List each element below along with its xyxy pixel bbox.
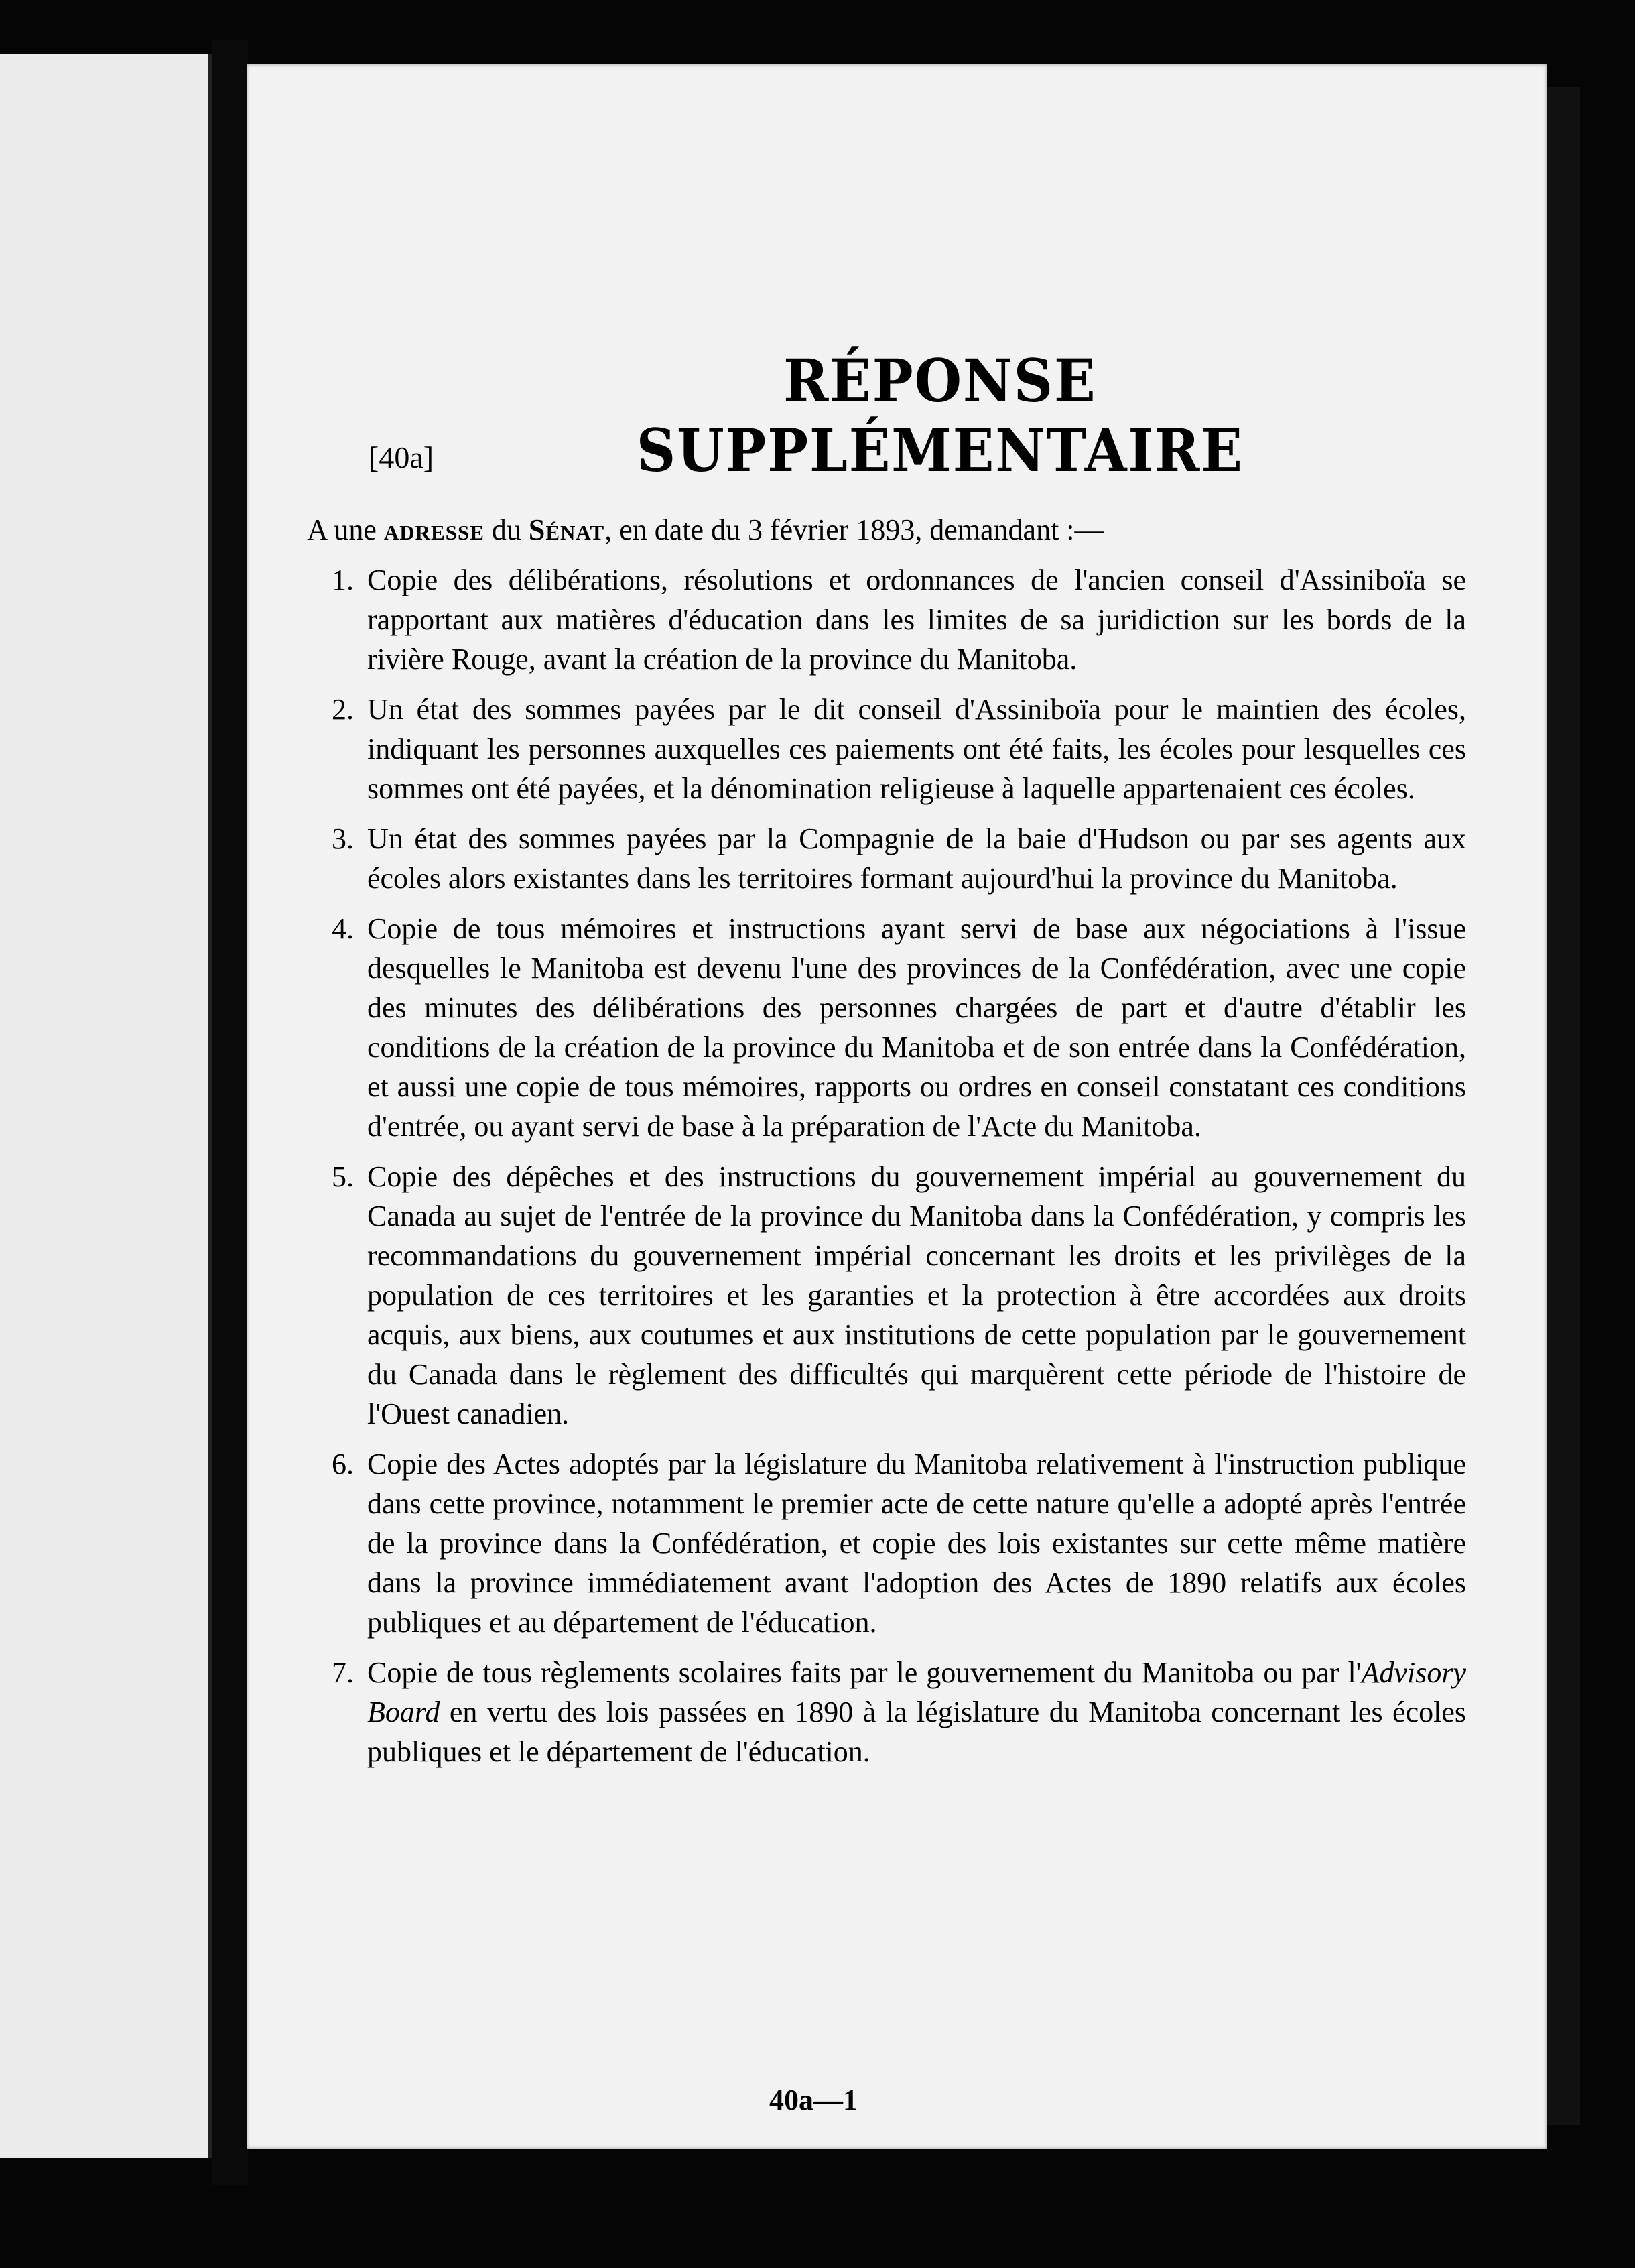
item-number: 1. (332, 564, 354, 596)
item-text: Copie des Actes adoptés par la législature du Manitoba relativement à l'instruction publique dans cette province, notamment le premier acte de cette nature qu'elle a adopté après l'entrée de la province dans la Confédération, et copie des lois existantes sur cette même matière dans la province immédiatement avant l'adoption des Actes de 1890 relatifs aux écoles publiques et au département de l'éducation. (367, 1448, 1466, 1639)
item-number: 7. (332, 1656, 354, 1689)
document-page (247, 64, 1547, 2149)
intro-line (307, 508, 1473, 552)
list-item (300, 690, 1466, 808)
request-list (300, 560, 1466, 1782)
intro-rest: , en date du 3 février 1893, demandant :— (604, 513, 1104, 546)
page-edge-shadow (1547, 87, 1580, 2125)
item-number: 3. (332, 822, 354, 855)
item-number: 2. (332, 693, 354, 726)
item-number: 6. (332, 1448, 354, 1480)
list-item (300, 1444, 1466, 1642)
intro-prefix: A une (307, 513, 377, 546)
list-item (300, 1157, 1466, 1434)
list-item (300, 909, 1466, 1146)
item-number: 4. (332, 912, 354, 945)
item-text: Un état des sommes payées par la Compagnie de la baie d'Hudson ou par ses agents aux écoles alors existantes dans les territoires formant aujourd'hui la province du Manitoba. (367, 822, 1466, 895)
page-title: RÉPONSE SUPPLÉMENTAIRE (636, 346, 1244, 485)
intro-du: du (491, 513, 521, 546)
intro-adresse: adresse (383, 513, 484, 546)
item-number: 5. (332, 1160, 354, 1193)
intro-senat: Sénat (528, 513, 605, 546)
list-item (300, 1653, 1466, 1771)
document-reference: [40a] (369, 440, 434, 475)
item-text-italic: Advisory Board (367, 1656, 1466, 1728)
item-text-after: en vertu des lois passées en 1890 à la législature du Manitoba concernant les écoles publiques et le département de l'éducation. (367, 1696, 1466, 1768)
item-text: Un état des sommes payées par le dit conseil d'Assiniboïa pour le maintien des écoles, indiquant les personnes auxquelles ces paiements ont été faits, les écoles pour lesquelles ces sommes ont été payées, et la dénomination religieuse à laquelle appartenaient ces écoles. (367, 693, 1466, 805)
left-page-fragment (0, 54, 212, 2158)
item-text: Copie des délibérations, résolutions et ordonnances de l'ancien conseil d'Assiniboïa se rapportant aux matières d'éducation dans les limites de sa juridiction sur les bords de la rivière Rouge, avant la création de la province du Manitoba. (367, 564, 1466, 676)
list-item (300, 560, 1466, 679)
page-footer-signature: 40a—1 (769, 2084, 858, 2117)
list-item (300, 819, 1466, 898)
item-text-before: Copie de tous règlements scolaires faits par le gouvernement du Manitoba ou par l' (367, 1656, 1362, 1689)
item-text: Copie des dépêches et des instructions du gouvernement impérial au gouvernement du Canada au sujet de l'entrée de la province du Manitoba dans la Confédération, y compris les recommandations du gouvernement impérial concernant les droits et les privilèges de la population de ces territoires et les garanties et la protection à être accordées aux droits acquis, aux biens, aux coutumes et aux institutions de cette population par le gouvernement du Canada dans le règlement des difficultés qui marquèrent cette période de l'histoire de l'Ouest canadien. (367, 1160, 1466, 1430)
book-gutter (212, 40, 248, 2185)
item-text: Copie de tous mémoires et instructions ayant servi de base aux négociations à l'issue desquelles le Manitoba est devenu l'une des provinces de la Confédération, avec une copie des minutes des délibérations des personnes chargées de part et d'autre d'établir les conditions de la création de la province du Manitoba et de son entrée dans la Confédération, et aussi une copie de tous mémoires, rapports ou ordres en conseil constatant ces conditions d'entrée, ou ayant servi de base à la préparation de l'Acte du Manitoba. (367, 912, 1466, 1143)
